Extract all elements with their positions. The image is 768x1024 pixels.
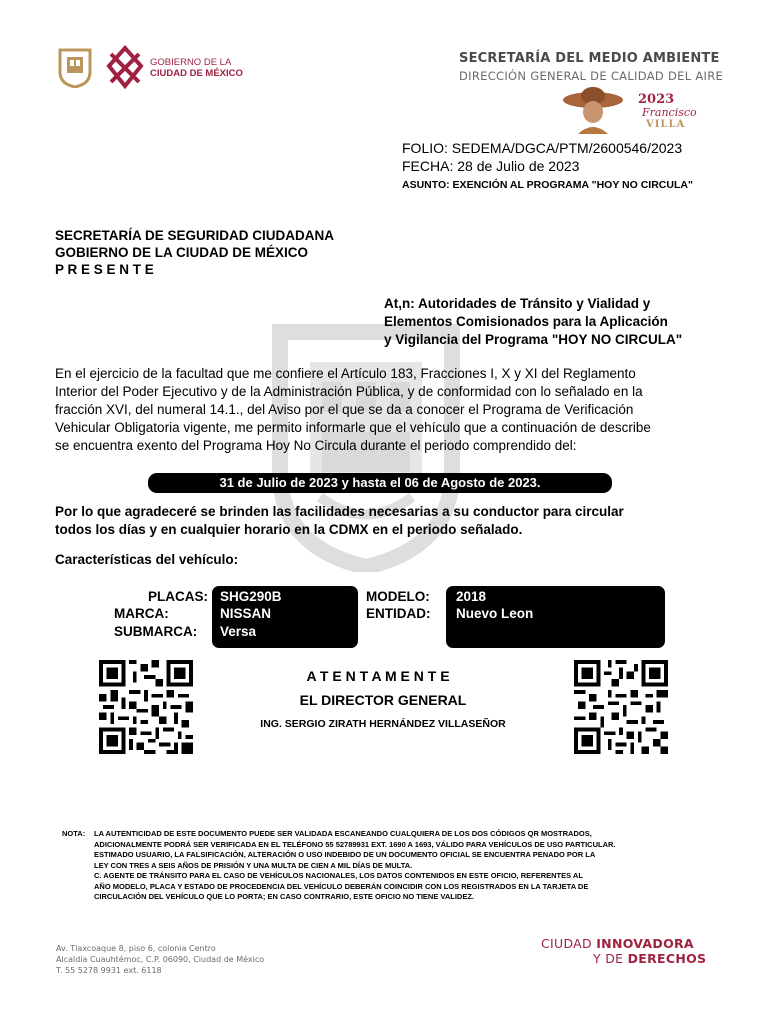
footer-address-line: T. 55 5278 9931 ext. 6118 (56, 966, 162, 975)
secretaria-title: SECRETARÍA DEL MEDIO AMBIENTE (459, 51, 720, 66)
qr-code-right[interactable] (571, 660, 671, 754)
placas-label: PLACAS: (148, 589, 208, 604)
cdmx-knot-logo (105, 44, 145, 90)
cdmx-shield-logo (57, 48, 93, 88)
direccion-subtitle: DIRECCIÓN GENERAL DE CALIDAD DEL AIRE (459, 69, 724, 83)
body-line: fracción XVI, del numeral 14.1., del Aviso por el que se da a conocer el Programa de Verificación (55, 402, 634, 417)
marca-value: NISSAN (220, 606, 272, 621)
body-line: Vehicular Obligatoria vigente, me permito informarle que el vehículo que a continuación de describe (55, 420, 651, 435)
folio: FOLIO: SEDEMA/DGCA/PTM/2600546/2023 (402, 140, 683, 156)
note-line: CIRCULACIÓN DEL VEHÍCULO QUE LO PORTA; EN CASO CONTRARIO, ESTE OFICIO NO TIENE VALIDEZ. (94, 892, 475, 901)
fecha: FECHA: 28 de Julio de 2023 (402, 158, 580, 174)
footer-address-line: Av. Tlaxcoaque 8, piso 6, colonia Centro (56, 944, 216, 953)
exemption-period-banner: 31 de Julio de 2023 y hasta el 06 de Agosto de 2023. (148, 473, 612, 493)
note-line: ADICIONALMENTE PODRÁ SER VERIFICADA EN EL TELÉFONO 55 52789931 EXT. 1690 A 1693, VÁLIDO PARA VEHÍCULOS DE USO PARTICULAR. (94, 839, 616, 849)
thanks-paragraph: Por lo que agradeceré se brinden las facilidades necesarias a su conductor para circular todos los días y en cualquier horario en la CDMX en el periodo señalado. (55, 504, 624, 537)
note-line: C. AGENTE DE TRÁNSITO PARA EL CASO DE VEHÍCULOS NACIONALES, LOS DATOS CONTENIDOS EN ESTE OFICIO, REFERENTES AL (94, 871, 583, 880)
qr-code-left[interactable] (96, 660, 196, 754)
marca-label: MARCA: (114, 606, 169, 621)
addressee-line: SECRETARÍA DE SEGURIDAD CIUDADANA (55, 228, 335, 243)
body-line: Interior del Poder Ejecutivo y de la Administración Pública, y de conformidad con lo señalado en la (55, 384, 643, 399)
footer-address (56, 943, 264, 976)
note-label: NOTA: (62, 829, 86, 838)
villa-portrait-icon (560, 86, 626, 136)
note-line: ESTIMADO USUARIO, LA FALSIFICACIÓN, ALTERACIÓN O USO INDEBIDO DE UN DOCUMENTO OFICIAL SE ENCUENTRA PENADO POR LA (94, 850, 596, 859)
submarca-value: Versa (220, 624, 257, 639)
director-title: EL DIRECTOR GENERAL (299, 692, 467, 708)
asunto: ASUNTO: EXENCIÓN AL PROGRAMA "HOY NO CIRCULA" (402, 179, 693, 191)
body-paragraph (55, 365, 745, 455)
francisco-villa-badge: 2023 Francisco VILLA (560, 86, 730, 138)
placas-value: SHG290B (220, 589, 282, 604)
gov-logo-text: GOBIERNO DE LA CIUDAD DE MÉXICO (150, 57, 243, 79)
atentamente: A T E N T A M E N T E (306, 668, 450, 684)
atn-line: Elementos Comisionados para la Aplicación (384, 314, 668, 329)
director-name: ING. SERGIO ZIRATH HERNÁNDEZ VILLASEÑOR (260, 718, 506, 730)
body-line: se encuentra exento del Programa Hoy No Circula durante el periodo comprendido del: (55, 438, 577, 453)
note-body (94, 829, 754, 903)
addressee-line: P R E S E N T E (55, 262, 154, 277)
entidad-label: ENTIDAD: (366, 606, 431, 621)
atn-line: y Vigilancia del Programa "HOY NO CIRCULA" (384, 332, 683, 347)
vehicle-characteristics-heading: Características del vehículo: (55, 552, 239, 567)
footer-slogan: CIUDAD INNOVADORA Y DE DERECHOS (541, 936, 707, 966)
addressee-block (55, 227, 334, 278)
atn-line: At,n: Autoridades de Tránsito y Vialidad y (384, 296, 651, 311)
addressee-line: GOBIERNO DE LA CIUDAD DE MÉXICO (55, 245, 309, 260)
note-line: LA AUTENTICIDAD DE ESTE DOCUMENTO PUEDE SER VALIDADA ESCANEANDO CUALQUIERA DE LOS DOS CÓDIGOS QR MOSTRADOS, (94, 829, 592, 838)
body-line: En el ejercicio de la facultad que me confiere el Artículo 183, Fracciones I, X y XI del Reglamento (55, 366, 636, 381)
note-line: LEY CON TRES A SEIS AÑOS DE PRISIÓN Y UNA MULTA DE CIEN A MIL DÍAS DE MULTA. (94, 860, 413, 870)
submarca-label: SUBMARCA: (114, 624, 198, 639)
entidad-value: Nuevo Leon (456, 606, 534, 621)
atn-block (384, 295, 682, 349)
modelo-value: 2018 (456, 589, 487, 604)
footer-address-line: Alcaldía Cuauhtémoc, C.P. 06090, Ciudad de México (56, 955, 265, 964)
note-line: AÑO MODELO, PLACA Y ESTADO DE PROCEDENCIA DEL VEHÍCULO DEBERÁN COINCIDIR CON LOS REGISTRADOS EN LA TARJETA DE (94, 881, 589, 891)
modelo-label: MODELO: (366, 589, 430, 604)
